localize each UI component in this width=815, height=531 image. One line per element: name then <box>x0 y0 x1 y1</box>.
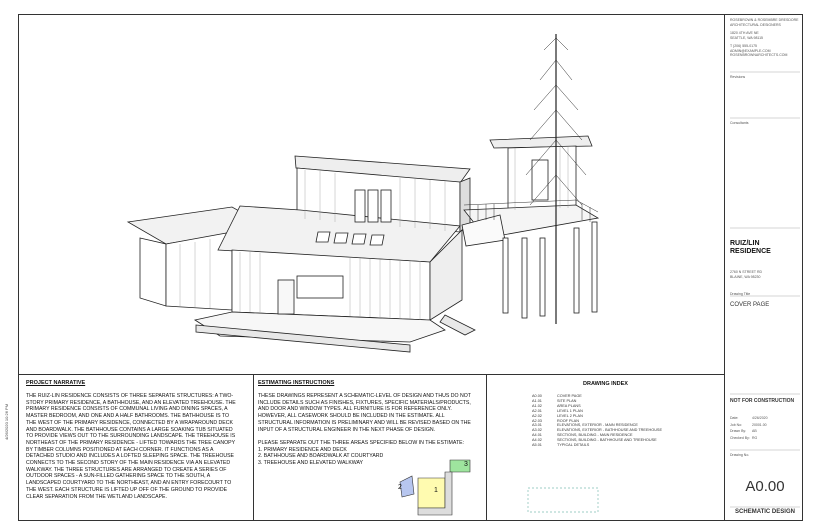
phase-label: SCHEMATIC DESIGN <box>735 509 795 515</box>
column <box>540 238 545 316</box>
index-name: SECTIONS, BUILDING - BATHHOUSE AND TREEHOUSE <box>557 438 657 443</box>
index-name: LEVEL 2 PLAN <box>557 413 583 418</box>
narrative-line: LANDSCAPED COURTYARD TO THE NORTHEAST, AND AN ENTRY FORECOURT TO <box>26 480 232 487</box>
narrative-line: THE WEST OF THE PRIMARY RESIDENCE, CONNECTED BY A WRAPAROUND DECK <box>26 419 233 426</box>
skylight <box>352 234 366 244</box>
revisions-label: Revisions <box>730 75 746 79</box>
placeholder-box <box>528 488 598 512</box>
index-number: A4.02 <box>532 438 542 443</box>
estimating-line: AND DOOR AND WINDOW TYPES. ALL FURNITURE IS FOR REFERENCE ONLY. <box>258 406 452 413</box>
meta-label: Drawn By: <box>730 429 747 433</box>
firm-line: 1820 4TH AVE NE <box>730 31 759 35</box>
drawing-title: COVER PAGE <box>730 302 770 308</box>
narrative-line: THE RUIZ-LIN RESIDENCE CONSISTS OF THREE SEPARATE STRUCTURES: A TWO- <box>26 393 234 399</box>
key-label-1: 1 <box>434 487 438 494</box>
firm-line: ROSENBROWNARCHITECTS.COM <box>730 53 788 57</box>
side-stairs <box>440 315 475 335</box>
drawing-no-label: Drawing No. <box>730 453 750 457</box>
sheet-number: A0.00 <box>745 478 785 495</box>
firm-line: T (206) 555-0175 <box>730 44 757 48</box>
estimating-line: STRUCTURAL INFORMATION IS PRELIMINARY AND WILL BE REVISED BASED ON THE <box>258 419 471 426</box>
narrative-line: PRIMARY RESIDENCE CONSISTS OF COMMUNAL LIVING AND DINING SPACES, A <box>26 406 228 413</box>
index-name: ELEVATIONS, EXTERIOR - MAIN RESIDENCE <box>557 423 638 428</box>
door <box>278 280 294 314</box>
meta-row <box>730 436 800 441</box>
key-label-3: 3 <box>464 461 468 468</box>
meta-value: AB <box>752 429 757 433</box>
meta-label: Date: <box>730 416 739 420</box>
print-timestamp: 4/26/2020 10:26 PM <box>4 403 9 440</box>
index-number: A4.01 <box>532 433 542 438</box>
title-block-rules <box>730 72 800 507</box>
meta-row <box>730 429 800 434</box>
column <box>522 238 527 318</box>
index-number: A1.02 <box>532 403 542 408</box>
estimating-line: INCLUDE DETAILS SUCH AS FINISHES, FIXTURES, SPECIFIC MATERIALS/PRODUCTS, <box>258 399 471 406</box>
index-number: A0.00 <box>532 394 542 398</box>
narrative-line: AND BOARDWALK. THE BATHHOUSE CONTAINS A LARGE SOAKING TUB SITUATED <box>26 426 233 433</box>
narrative-line: CLEAR SEPARATION FROM THE WETLAND LANDSCAPE. <box>26 493 167 500</box>
narrative-line: THE WEST. EACH STRUCTURE IS LIFTED UP OFF OF THE GROUND TO PROVIDE <box>26 486 228 493</box>
firm-line: ROSEBROWN & ROSEMBRE DRESDORE <box>730 18 799 22</box>
meta-row <box>730 423 800 428</box>
window <box>532 160 548 200</box>
narrative-title: PROJECT NARRATIVE <box>26 380 86 386</box>
meta-table <box>730 416 800 440</box>
index-number: A2.01 <box>532 408 542 413</box>
estimating-title: ESTIMATING INSTRUCTIONS <box>258 380 335 386</box>
window <box>381 190 391 222</box>
project-name-1: RUIZ/LIN <box>730 240 760 247</box>
estimating-line: PLEASE SEPARATE OUT THE THREE AREAS SPECIFIED BELOW IN THE ESTIMATE: <box>258 439 465 446</box>
estimating-line: THESE DRAWINGS REPRESENT A SCHEMATIC-LEVEL OF DESIGN AND THUS DO NOT <box>258 393 471 399</box>
meta-label: Job No: <box>730 422 743 427</box>
estimating-line <box>258 433 484 440</box>
narrative-line: WALKWAY. THE THREE STRUCTURES ARE ARRANGED TO CREATE A SERIES OF <box>26 466 227 473</box>
meta-row <box>730 416 800 421</box>
window <box>297 276 343 298</box>
not-for-construction: NOT FOR CONSTRUCTION <box>730 398 795 404</box>
column <box>503 238 508 313</box>
index-row <box>532 443 722 448</box>
bathhouse-left-wall <box>140 238 166 306</box>
estimating-line: 3. TREEHOUSE AND ELEVATED WALKWAY <box>258 460 364 467</box>
treehouse-roof <box>490 136 592 148</box>
window <box>368 190 378 222</box>
index-name: LEVEL 1 PLAN <box>557 408 583 413</box>
meta-value: RG <box>752 435 758 440</box>
narrative-line: OUTDOOR SPACES - A SUN-FILLED GATHERING SPACE TO THE SOUTH, A <box>26 473 211 480</box>
narrative-line: TO PROVIDE VIEWS OUT TO THE SURROUNDING LANDSCAPE. THE TREEHOUSE IS <box>26 433 236 440</box>
index-name: TYPICAL DETAILS <box>557 443 590 448</box>
index-name: SITE PLAN <box>557 398 577 403</box>
index-number: A1.01 <box>532 398 542 403</box>
narrative-line: STORY PRIMARY RESIDENCE, A BATHHOUSE, AND AN ELEVATED TREEHOUSE. THE <box>26 399 236 406</box>
narrative-line: BY TIMBER COLUMNS POSITIONED AT EACH CORNER. IT FUNCTIONS AS A <box>26 446 214 453</box>
consultants-label: Consultants <box>730 121 749 125</box>
estimating-text <box>258 393 484 467</box>
skylight <box>370 235 384 245</box>
firm-info <box>730 18 800 58</box>
window <box>355 190 365 222</box>
narrative-text <box>26 393 252 500</box>
firm-line: ARCHITECTURAL DESIGNERS <box>730 22 781 27</box>
narrative-line: NORTHEAST OF THE PRIMARY RESIDENCE - LIFTED TOWARDS THE TREE CANOPY <box>26 439 236 446</box>
project-name-2: RESIDENCE <box>730 248 771 255</box>
firm-line: ADMIN@EXAMPLE.COM <box>730 48 771 53</box>
narrative-line: MASTER BEDROOM, AND ONE AND A HALF BATHROOMS. THE BATHHOUSE IS TO <box>26 413 230 420</box>
index-name: COVER PAGE <box>557 394 582 398</box>
narrative-line: CONNECTS TO THE SECOND STORY OF THE MAIN RESIDENCE VIA AN ELEVATED <box>26 460 231 467</box>
estimating-line: 2. BATHHOUSE AND BOARDWALK AT COURTYARD <box>258 453 384 460</box>
index-name: ELEVATIONS, EXTERIOR - BATHHOUSE AND TREEHOUSE <box>557 428 662 433</box>
meta-label: Checked By: <box>730 435 750 440</box>
index-number: A3.01 <box>532 423 542 428</box>
drawing-index-title: DRAWING INDEX <box>583 381 628 387</box>
index-name: AREA PLANS <box>557 403 581 408</box>
estimating-line: HOWEVER, ALL CASEWORK SHOULD BE INCLUDED IN THE ESTIMATE. ALL <box>258 413 445 420</box>
column <box>574 228 579 313</box>
meta-value: 4/26/2020 <box>752 416 768 420</box>
index-number: A5.01 <box>532 443 542 448</box>
skylight <box>334 233 348 243</box>
project-address-2: BLAINE, WA 98230 <box>730 275 761 279</box>
index-name: ROOF PLAN <box>557 418 579 423</box>
meta-value: 20001.00 <box>752 422 767 427</box>
index-name: SECTIONS, BUILDING - MAIN RESIDENCE <box>557 433 633 438</box>
firm-line: SEATTLE, WA 98115 <box>730 35 764 40</box>
estimating-line: INPUT OF A STRUCTURAL ENGINEER IN THE NEXT PHASE OF DESIGN. <box>258 426 436 433</box>
key-label-2: 2 <box>398 484 402 491</box>
drawing-title-label: Drawing Title <box>730 292 751 296</box>
index-number: A2.03 <box>532 418 542 423</box>
index-number: A3.02 <box>532 428 542 433</box>
index-number: A2.02 <box>532 413 542 418</box>
drawing-index-list <box>532 394 722 448</box>
skylight <box>316 232 330 242</box>
estimating-line: 1. PRIMARY RESIDENCE AND DECK <box>258 446 347 453</box>
column <box>592 222 597 312</box>
narrative-line: DETACHED STUDIO AND INCLUDES A LOFTED SLEEPING SPACE. THE TREEHOUSE <box>26 453 235 460</box>
project-address-1: 2760 N STREET RD <box>730 270 763 274</box>
